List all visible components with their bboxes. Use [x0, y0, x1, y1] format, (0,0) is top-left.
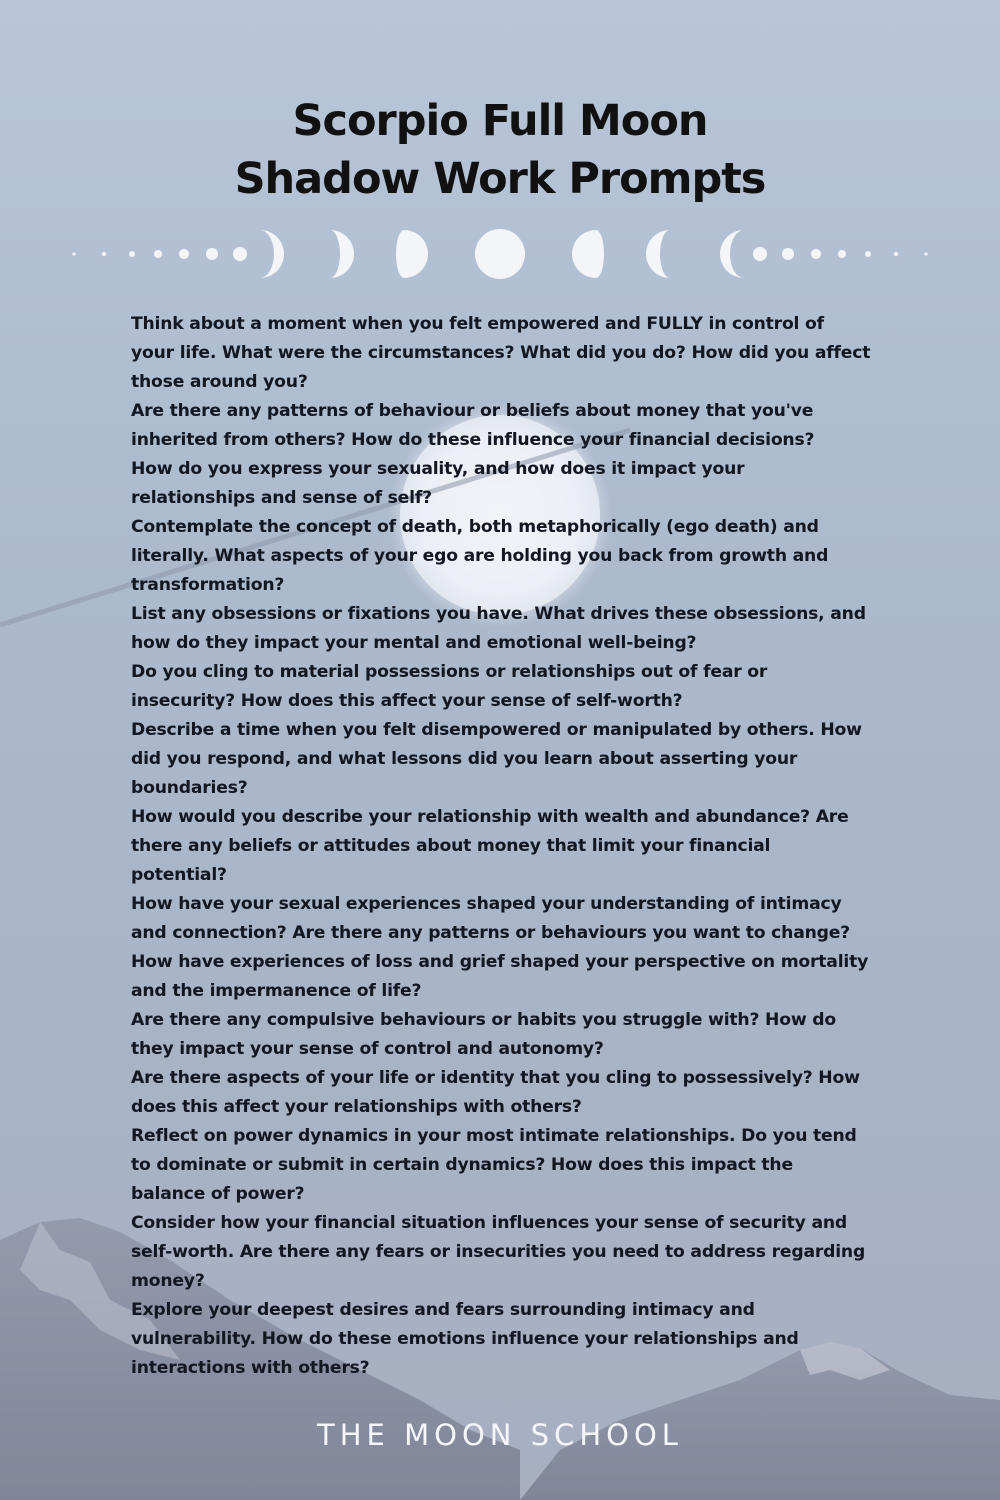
- page-title: [0, 92, 1000, 208]
- prompt-item: How have your sexual experiences shaped your understanding of intimacy and connection? Are there any patterns or behaviours you want to change?: [131, 894, 850, 943]
- prompt-item: Reflect on power dynamics in your most intimate relationships. Do you tend to dominate or submit in certain dynamics? How does this impact the balance of power?: [131, 1126, 857, 1204]
- prompt-item: Do you cling to material possessions or relationships out of fear or insecurity? How does this affect your sense of self-worth?: [131, 662, 768, 711]
- prompt-item: Consider how your financial situation influences your sense of security and self-worth. Are there any fears or insecurities you need to address regarding money?: [131, 1213, 866, 1291]
- prompt-item: Describe a time when you felt disempowered or manipulated by others. How did you respond, and what lessons did you learn about asserting your boundaries?: [131, 720, 862, 798]
- prompt-item: How have experiences of loss and grief shaped your perspective on mortality and the impermanence of life?: [131, 952, 869, 1001]
- footer-brand: THE MOON SCHOOL: [317, 1418, 683, 1452]
- prompt-item: Are there any patterns of behaviour or beliefs about money that you've inherited from others? How do these influence your financial decisions?: [131, 401, 815, 450]
- prompt-item: Contemplate the concept of death, both metaphorically (ego death) and literally. What aspects of your ego are holding you back from growth and transformation?: [131, 517, 829, 595]
- prompt-item: How do you express your sexuality, and how does it impact your relationships and sense of self?: [131, 459, 745, 508]
- prompt-item: Explore your deepest desires and fears surrounding intimacy and vulnerability. How do these emotions influence your relationships and interactions with others?: [131, 1300, 799, 1378]
- prompt-item: Are there aspects of your life or identity that you cling to possessively? How does this affect your relationships with others?: [131, 1068, 860, 1117]
- moon-phases-icon: [60, 222, 940, 286]
- title-line-2: Shadow Work Prompts: [234, 154, 766, 204]
- prompt-item: List any obsessions or fixations you have. What drives these obsessions, and how do they impact your mental and emotional well-being?: [131, 604, 866, 653]
- prompt-item: How would you describe your relationship with wealth and abundance? Are there any beliefs or attitudes about money that limit your financial potential?: [131, 807, 849, 885]
- prompt-list: [131, 310, 871, 1383]
- prompt-item: Think about a moment when you felt empowered and FULLY in control of your life. What were the circumstances? What did you do? How did you affect those around you?: [131, 314, 871, 392]
- title-line-1: Scorpio Full Moon: [292, 96, 708, 146]
- prompt-item: Are there any compulsive behaviours or habits you struggle with? How do they impact your sense of control and autonomy?: [131, 1010, 836, 1059]
